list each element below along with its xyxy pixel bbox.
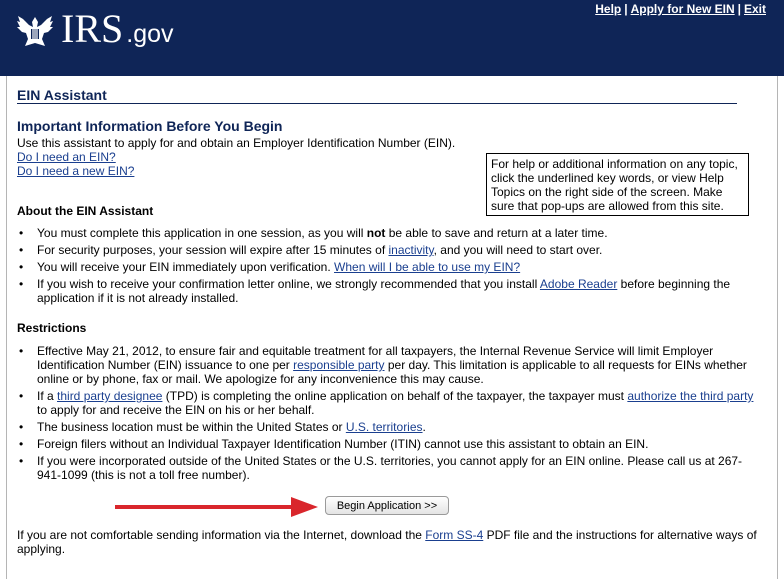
title-divider <box>17 103 737 104</box>
irs-logo[interactable] <box>14 6 174 51</box>
header-banner <box>0 0 784 76</box>
begin-application-button[interactable]: Begin Application >> <box>325 496 449 515</box>
adobe-reader-link[interactable]: Adobe Reader <box>539 277 618 291</box>
help-link[interactable]: Help <box>595 2 622 16</box>
list-item: • The business location must be within the United States or U.S. territories. <box>17 420 757 434</box>
logo-irs-text: IRS <box>61 6 124 51</box>
need-new-ein-link[interactable]: Do I need a new EIN? <box>17 164 135 178</box>
link-separator: | <box>624 2 628 16</box>
exit-link[interactable]: Exit <box>743 2 766 16</box>
list-item: • Foreign filers without an Individual Taxpayer Identification Number (ITIN) cannot use this assistant to obtain an EIN. <box>17 437 757 451</box>
link-separator: | <box>737 2 741 16</box>
red-arrow-icon <box>115 496 320 518</box>
footer-text: If you are not comfortable sending information via the Internet, download the Form SS-4 PDF file and the instructions for alternative ways of applying. <box>17 528 757 556</box>
list-item: • For security purposes, your session will expire after 15 minutes of inactivity, and you will need to start over. <box>17 243 757 257</box>
list-item: • You must complete this application in one session, as you will not be able to save and return at a later time. <box>17 226 757 240</box>
inactivity-link[interactable]: inactivity <box>388 243 434 257</box>
about-heading: About the EIN Assistant <box>17 204 154 218</box>
top-links <box>595 2 766 16</box>
authorize-third-party-link[interactable]: authorize the third party <box>627 389 754 403</box>
third-party-designee-link[interactable]: third party designee <box>57 389 163 403</box>
intro-text: Use this assistant to apply for and obtain an Employer Identification Number (EIN). <box>17 136 456 150</box>
help-info-box: For help or additional information on any topic, click the underlined key words, or view Help Topics on the right side of the screen. Make sure that pop-ups are allowed from this site. <box>486 153 749 216</box>
eagle-seal-icon <box>14 13 56 49</box>
restrictions-list <box>17 344 757 482</box>
page-title: EIN Assistant <box>17 87 107 103</box>
list-item: • If a third party designee (TPD) is completing the online application on behalf of the taxpayer, the taxpayer must authorize the third party to apply for and receive the EIN on his or her behalf. <box>17 389 757 417</box>
logo-gov-text: .gov <box>126 20 174 48</box>
list-item: • If you were incorporated outside of the United States or the U.S. territories, you cannot apply for an EIN online. Please call us at 267-941-1099 (this is not a toll free number). <box>17 454 757 482</box>
list-item: • You will receive your EIN immediately upon verification. When will I be able to use my EIN? <box>17 260 757 274</box>
apply-new-ein-link[interactable]: Apply for New EIN <box>630 2 735 16</box>
form-ss4-link[interactable]: Form SS-4 <box>425 528 484 542</box>
need-ein-link[interactable]: Do I need an EIN? <box>17 150 116 164</box>
main-content <box>6 76 778 579</box>
section-heading: Important Information Before You Begin <box>17 118 283 134</box>
us-territories-link[interactable]: U.S. territories <box>345 420 423 434</box>
responsible-party-link[interactable]: responsible party <box>293 358 385 372</box>
restrictions-heading: Restrictions <box>17 321 87 335</box>
list-item: • Effective May 21, 2012, to ensure fair and equitable treatment for all taxpayers, the Internal Revenue Service will limit Employer Identification Number (EIN) issuance to one per responsible party per day. This limitation is applicable to all requests for EINs whether online or by phone, fax or mail. We apologize for any inconvenience this may cause. <box>17 344 757 386</box>
list-item: • If you wish to receive your confirmation letter online, we strongly recommended that you install Adobe Reader before beginning the application if it is not already installed. <box>17 277 757 305</box>
when-use-ein-link[interactable]: When will I be able to use my EIN? <box>334 260 521 274</box>
about-list <box>17 226 757 305</box>
